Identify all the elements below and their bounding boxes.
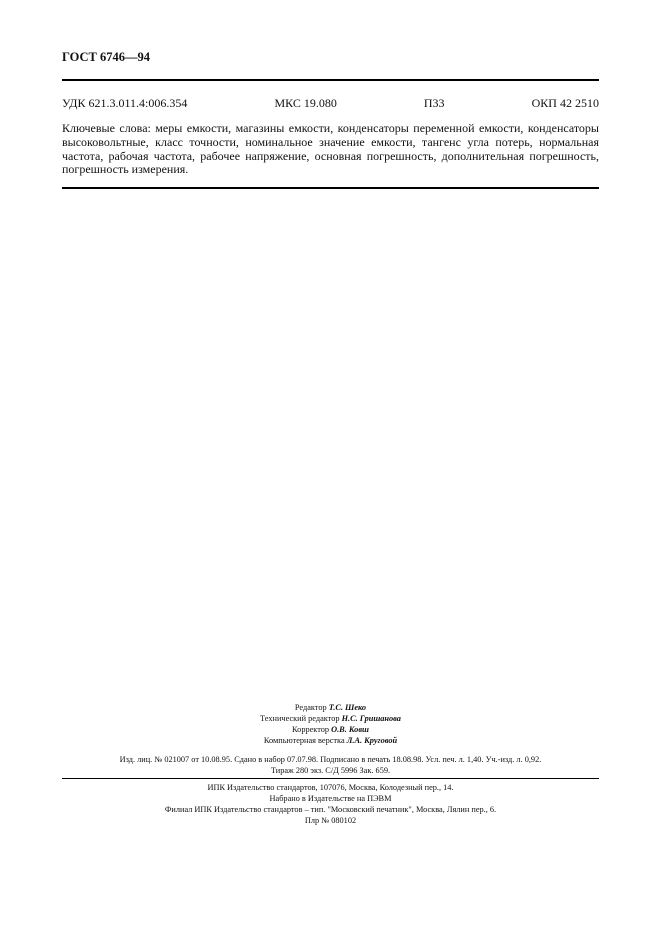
classification-codes: [62, 96, 599, 110]
document-title: ГОСТ 6746—94: [62, 50, 151, 64]
credit-line: Корректор О.В. Ковш: [292, 725, 369, 734]
group-code: П33: [423, 96, 445, 110]
keywords: Ключевые слова: меры емкости, магазины емкости, конденсаторы переменной емкости, конденсаторы высоковольтные, класс точности, номинальное значение емкости, тангенс угла потерь, нормальная частота, рабочая частота, рабочее напряжение, основная погрешность, дополнительная погрешность, погрешность измерения.: [62, 121, 599, 177]
okp-code: ОКП 42 2510: [531, 96, 599, 110]
colophon: [62, 702, 599, 826]
credit-line: Редактор Т.С. Шеко: [294, 703, 367, 712]
imprint: [62, 754, 599, 776]
udk-code: УДК 621.3.011.4:006.354: [62, 96, 188, 110]
publisher-line: ИПК Издательство стандартов, 107076, Москва, Колодезный пер., 14.: [207, 783, 454, 792]
publisher-line: Плр № 080102: [304, 816, 357, 825]
divider: [62, 79, 599, 81]
publisher-info: [62, 782, 599, 826]
document-header: [62, 50, 599, 189]
divider: [62, 187, 599, 189]
imprint-line: Тираж 280 экз. С/Д 5996 Зак. 659.: [270, 766, 391, 775]
credits: [62, 702, 599, 746]
divider: [62, 778, 599, 779]
publisher-line: Филиал ИПК Издательство стандартов – тип. "Московский печатник", Москва, Лялин пер., 6.: [164, 805, 497, 814]
mks-code: МКС 19.080: [274, 96, 337, 110]
publisher-line: Набрано в Издательстве на ПЭВМ: [269, 794, 392, 803]
credit-line: Технический редактор Н.С. Гришанова: [260, 714, 401, 723]
imprint-line: Изд. лиц. № 021007 от 10.08.95. Сдано в набор 07.07.98. Подписано в печать 18.08.98. Усл. печ. л. 1,40. Уч.-изд. л. 0,92.: [119, 755, 542, 764]
credit-line: Компьютерная верстка Л.А. Круговой: [263, 736, 398, 745]
